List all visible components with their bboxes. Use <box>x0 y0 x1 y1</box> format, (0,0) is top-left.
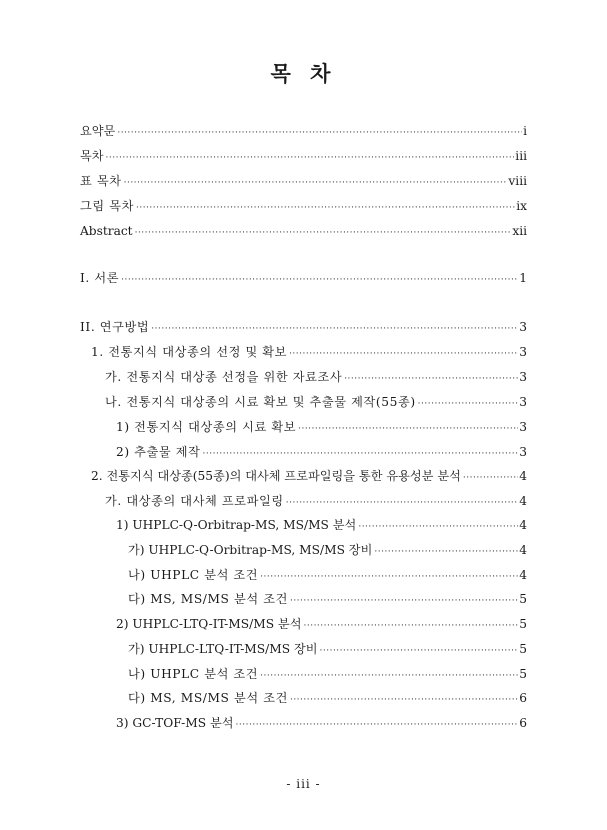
toc-entry-page: 5 <box>519 642 527 656</box>
toc-entry-label: 1. 전통지식 대상종의 선정 및 확보 <box>91 345 288 359</box>
toc-entry-section-2-2-ga-1-na[interactable] <box>128 567 527 585</box>
toc-entry-abstract[interactable] <box>80 223 527 241</box>
toc-entry-label: 다) MS, MS/MS 분석 조건 <box>128 592 288 606</box>
toc-entry-page: iii <box>515 149 527 163</box>
dot-leader <box>290 692 518 708</box>
toc-entry-label: 나. 전통지식 대상종의 시료 확보 및 추출물 제작(55종) <box>105 395 416 409</box>
toc-entry-list-of-tables[interactable] <box>80 173 527 191</box>
toc-entry-section-2-2-ga-2-ga[interactable] <box>128 641 527 659</box>
toc-entry-page: i <box>523 124 527 138</box>
toc-entry-section-2-2-ga-1-ga[interactable] <box>128 542 527 560</box>
dot-leader <box>106 150 515 166</box>
dot-leader <box>298 421 518 437</box>
toc-entry-page: 3 <box>519 345 527 359</box>
toc-entry-section-2-1[interactable] <box>91 344 527 362</box>
toc-entry-section-2-2-ga-1-da[interactable] <box>128 591 527 609</box>
toc-entry-label: Abstract <box>80 224 133 238</box>
toc-entry-label: 가) UHPLC-LTQ-IT-MS/MS 장비 <box>128 642 318 656</box>
toc-entry-page: 4 <box>519 469 527 483</box>
toc-entry-page: viii <box>508 174 527 188</box>
toc-entry-page: 3 <box>519 370 527 384</box>
toc-entry-page: 4 <box>519 568 527 582</box>
toc-entry-section-2-1-ga[interactable] <box>105 369 527 387</box>
toc-entry-section-2-2-ga-3[interactable] <box>116 715 527 733</box>
page-title: 목 차 <box>270 61 337 86</box>
toc-entry-page: 3 <box>519 395 527 409</box>
toc-entry-list-of-figures[interactable] <box>80 198 527 216</box>
toc-entry-label: 가. 전통지식 대상종 선정을 위한 자료조사 <box>105 370 343 384</box>
page-number-footer: - iii - <box>286 777 321 791</box>
toc-entry-page: xii <box>512 224 527 238</box>
dot-leader <box>374 544 518 560</box>
toc-entry-page: 5 <box>519 617 527 631</box>
toc-entry-chapter-1[interactable] <box>80 270 527 288</box>
toc-entry-label: 목차 <box>80 149 104 163</box>
dot-leader <box>358 519 518 535</box>
dot-leader <box>135 225 512 241</box>
dot-leader <box>418 396 519 412</box>
toc-entry-section-2-1-na-1[interactable] <box>116 419 527 437</box>
dot-leader <box>260 668 518 684</box>
dot-leader <box>236 717 519 733</box>
toc-entry-page: 4 <box>519 543 527 557</box>
toc-entry-label: 나) UHPLC 분석 조건 <box>128 568 259 582</box>
toc-entry-section-2-2-ga-1[interactable] <box>116 517 527 535</box>
dot-leader <box>463 470 518 486</box>
toc-entry-label: 3) GC-TOF-MS 분석 <box>116 716 234 730</box>
toc-entry-label: 요약문 <box>80 124 116 138</box>
toc-entry-page: 3 <box>519 320 527 334</box>
toc-entry-summary[interactable] <box>80 123 527 141</box>
toc-entry-label: 표 목차 <box>80 174 122 188</box>
toc-entry-label: 가. 대상종의 대사체 프로파일링 <box>105 494 284 508</box>
toc-entry-chapter-2[interactable] <box>80 319 527 337</box>
toc-entry-label: 2. 전통지식 대상종(55종)의 대사체 프로파일링을 통한 유용성분 분석 <box>91 469 461 483</box>
toc-entry-page: 1 <box>519 271 527 285</box>
dot-leader <box>151 321 518 337</box>
toc-entry-label: 가) UHPLC-Q-Orbitrap-MS, MS/MS 장비 <box>128 543 373 557</box>
toc-entry-label: 그림 목차 <box>80 199 134 213</box>
dot-leader <box>117 125 522 141</box>
dot-leader <box>121 272 518 288</box>
toc-entry-label: II. 연구방법 <box>80 320 150 334</box>
toc-entry-label: 2) 추출물 제작 <box>116 445 201 459</box>
toc-entry-label: 나) UHPLC 분석 조건 <box>128 667 259 681</box>
toc-entry-label: 1) UHPLC-Q-Orbitrap-MS, MS/MS 분석 <box>116 518 357 532</box>
toc-entry-page: 5 <box>519 667 527 681</box>
dot-leader <box>260 569 518 585</box>
dot-leader <box>286 495 518 511</box>
toc-entry-page: 3 <box>519 420 527 434</box>
dot-leader <box>124 175 508 191</box>
toc-entry-page: 4 <box>519 494 527 508</box>
toc-entry-label: 다) MS, MS/MS 분석 조건 <box>128 691 288 705</box>
toc-entry-section-2-1-na[interactable] <box>105 394 527 412</box>
toc-entry-label: I. 서론 <box>80 271 120 285</box>
toc-entry-page: 6 <box>519 691 527 705</box>
toc-entry-page: 3 <box>519 445 527 459</box>
toc-entry-section-2-2-ga[interactable] <box>105 493 527 511</box>
toc-entry-label: 2) UHPLC-LTQ-IT-MS/MS 분석 <box>116 617 302 631</box>
toc-entry-section-2-2-ga-2-da[interactable] <box>128 690 527 708</box>
toc-entry-page: 4 <box>519 518 527 532</box>
dot-leader <box>136 200 515 216</box>
toc-entry-label: 1) 전통지식 대상종의 시료 확보 <box>116 420 297 434</box>
toc-entry-section-2-1-na-2[interactable] <box>116 444 527 462</box>
dot-leader <box>344 371 518 387</box>
dot-leader <box>290 593 518 609</box>
dot-leader <box>320 643 519 659</box>
toc-entry-section-2-2-ga-2[interactable] <box>116 616 527 634</box>
toc-entry-page: ix <box>516 199 527 213</box>
toc-entry-contents[interactable] <box>80 148 527 166</box>
dot-leader <box>303 618 518 634</box>
toc-entry-section-2-2[interactable] <box>91 468 527 486</box>
toc-entry-page: 6 <box>519 716 527 730</box>
dot-leader <box>289 346 518 362</box>
dot-leader <box>203 446 519 462</box>
toc-entry-section-2-2-ga-2-na[interactable] <box>128 666 527 684</box>
toc-entry-page: 5 <box>519 592 527 606</box>
